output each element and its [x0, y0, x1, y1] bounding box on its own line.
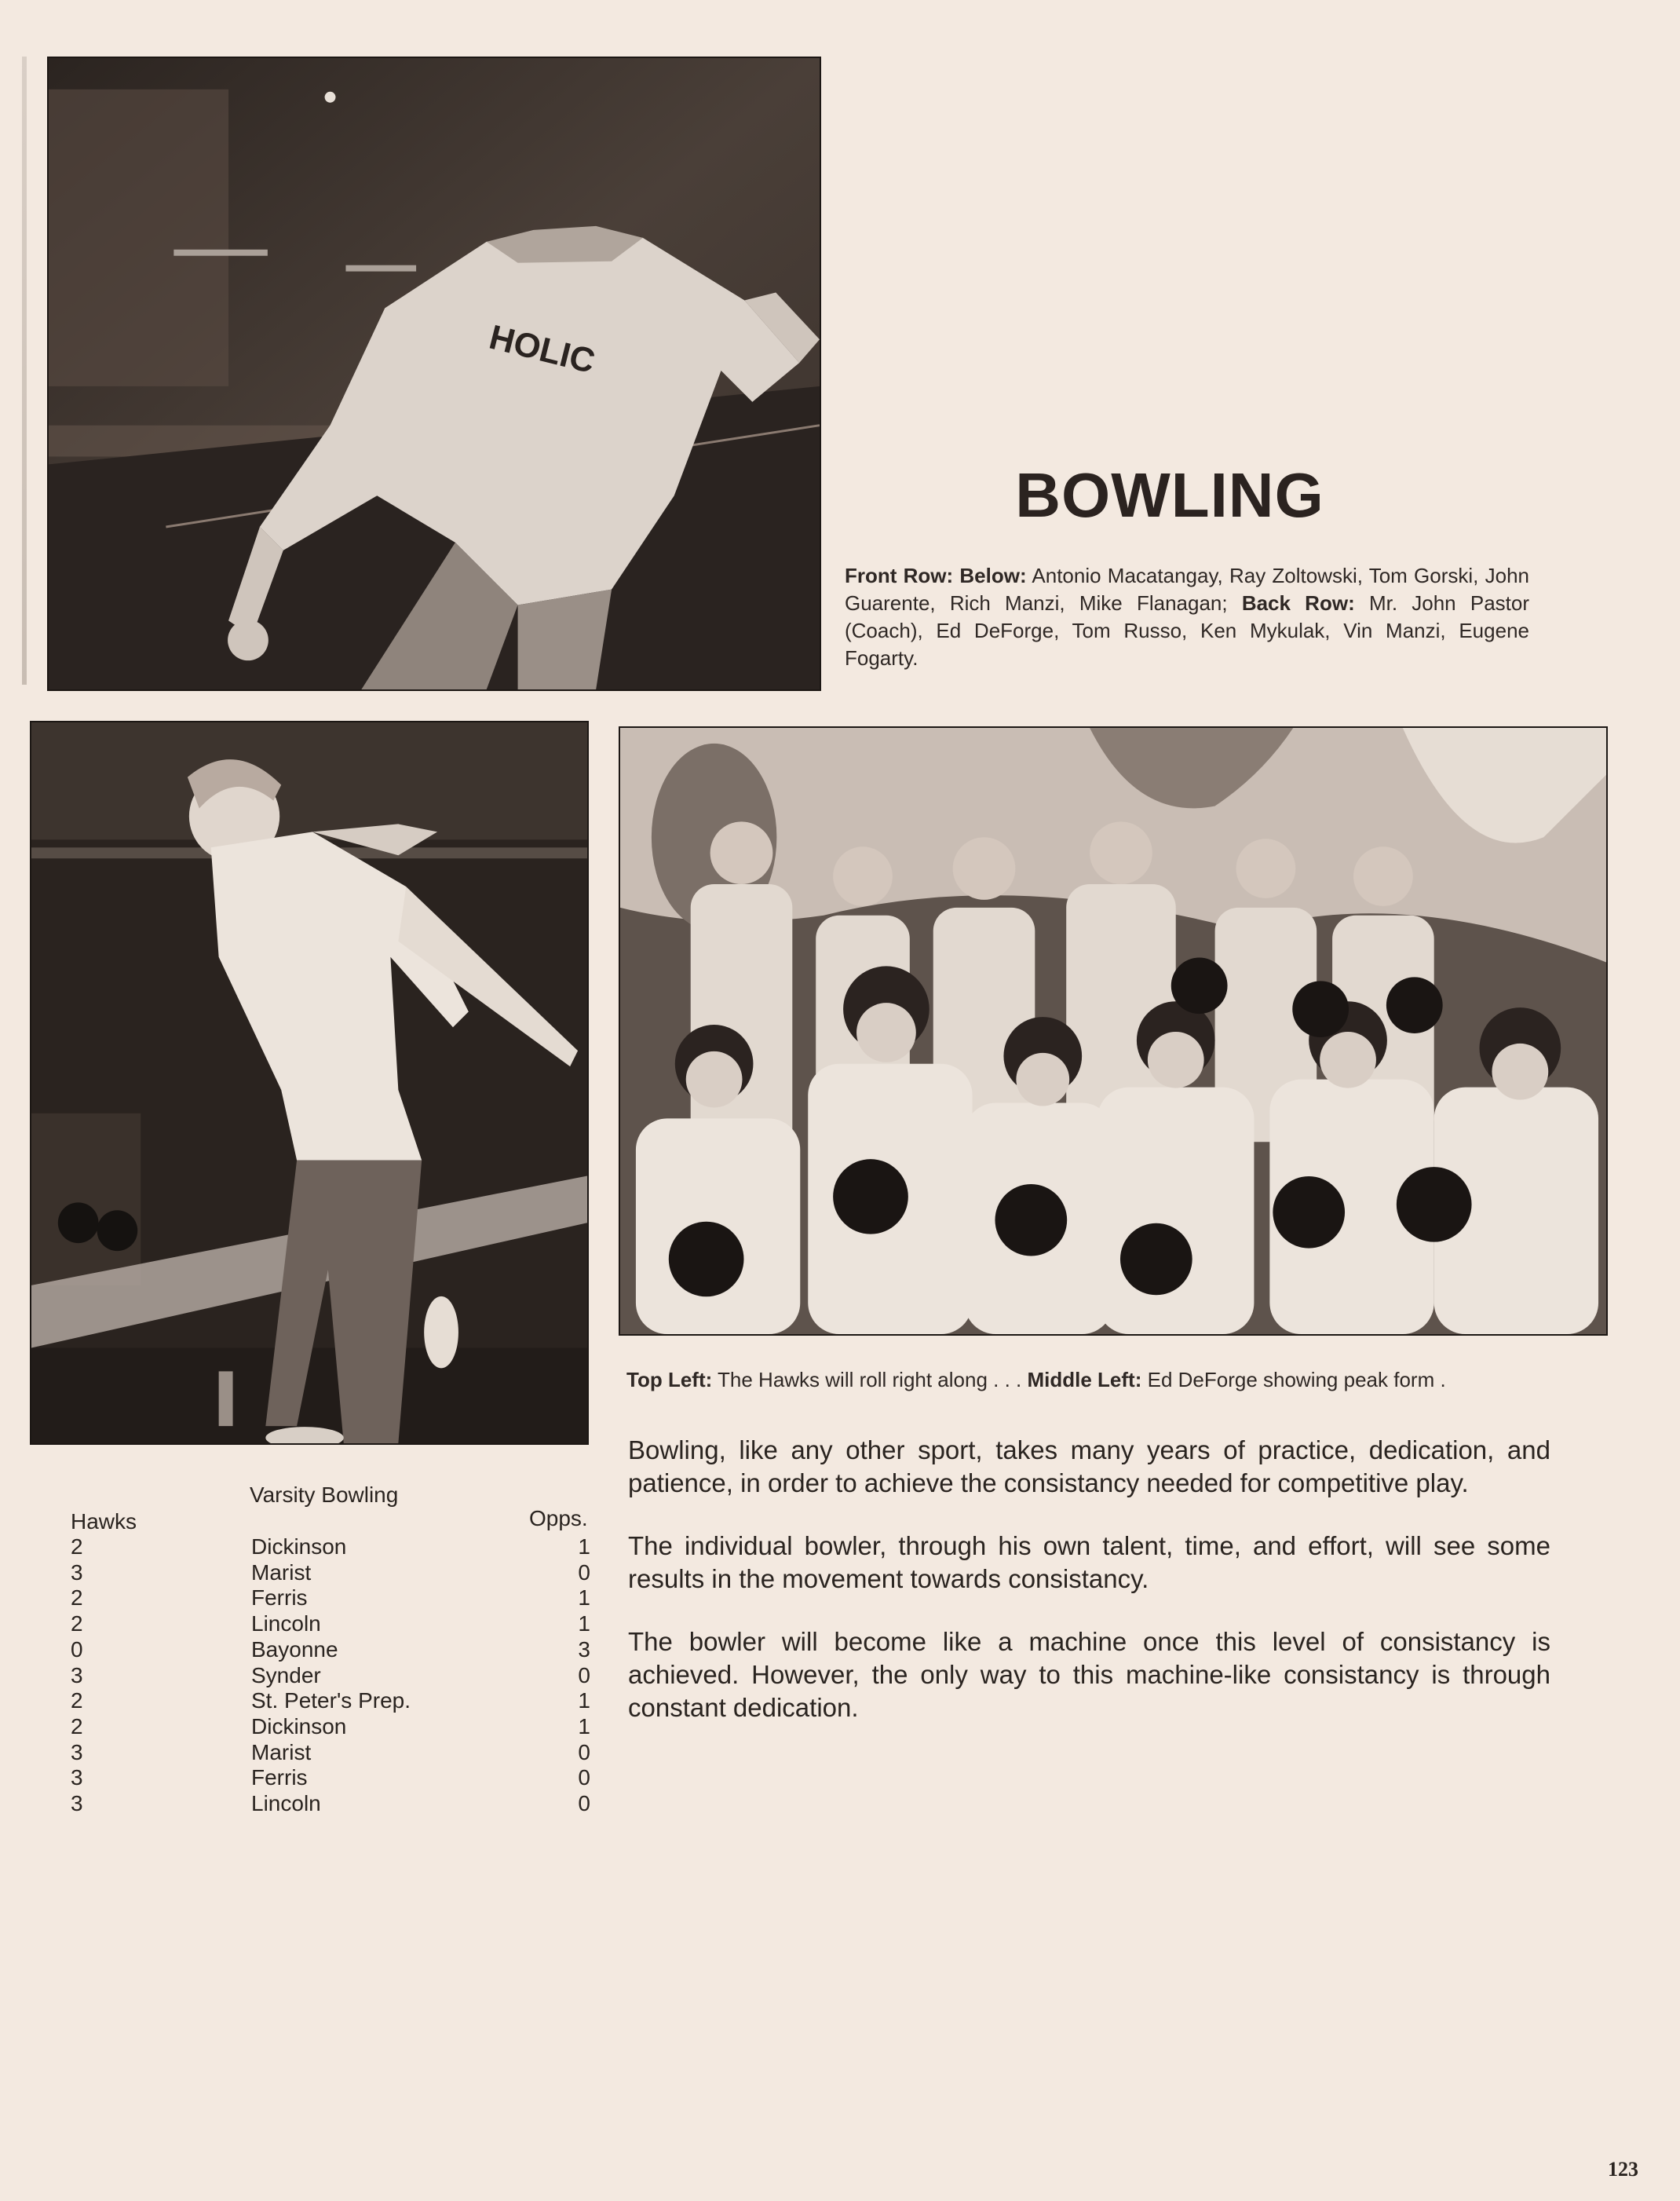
schedule-table: [71, 1534, 597, 1817]
hawks-score: 2: [71, 1611, 83, 1636]
opponent-school: Lincoln: [251, 1791, 321, 1816]
opponent-school: Dickinson: [251, 1713, 347, 1738]
top-left-label: Top Left:: [626, 1368, 713, 1391]
hawks-score: 2: [71, 1534, 83, 1559]
hawks-score: 3: [71, 1791, 83, 1816]
schedule-title: Varsity Bowling: [250, 1483, 399, 1507]
photo-ed-deforge: [30, 721, 589, 1445]
opponent-school: Dickinson: [251, 1534, 347, 1559]
opps-score: 1: [578, 1585, 590, 1611]
opponent-school: Marist: [251, 1739, 312, 1764]
photo-caption: [626, 1368, 1569, 1392]
schedule-row: [71, 1585, 597, 1611]
schedule-row: [71, 1714, 597, 1740]
top-left-text: The Hawks will roll right along . . .: [712, 1368, 1028, 1391]
hawks-score: 3: [71, 1662, 83, 1687]
opponent-school: Synder: [251, 1662, 321, 1687]
opps-score: 0: [578, 1559, 590, 1585]
opps-score: 1: [578, 1611, 590, 1636]
opponent-school: St. Peter's Prep.: [251, 1688, 411, 1713]
body-text: [628, 1434, 1550, 1754]
body-paragraph-3: The bowler will become like a machine once this level of consistancy is achieved. However, the only way to this machine-like consistancy is through constant dedication.: [628, 1627, 1550, 1722]
front-row-names: Antonio Macatangay, Ray Zoltowski, Tom Gorski, John Guarente, Rich Manzi, Mike Flanagan;: [845, 564, 1529, 615]
opps-score: 0: [578, 1739, 590, 1764]
middle-left-text: Ed DeForge showing peak form .: [1141, 1368, 1446, 1391]
opponent-school: Ferris: [251, 1765, 308, 1790]
hawks-score: 2: [71, 1585, 83, 1611]
photo-bowler-releasing: [47, 57, 821, 691]
schedule-row: [71, 1765, 597, 1791]
opponent-school: Ferris: [251, 1585, 308, 1611]
roster-caption: [845, 562, 1529, 672]
schedule-row: [71, 1663, 597, 1689]
opps-score: 0: [578, 1662, 590, 1687]
back-row-names: Mr. John Pastor (Coach), Ed DeForge, Tom Russo, Ken Mykulak, Vin Manzi, Eugene Fogarty.: [845, 591, 1529, 670]
opps-score: 3: [578, 1636, 590, 1662]
hawks-column-header: Hawks: [71, 1509, 137, 1534]
opps-score: 0: [578, 1765, 590, 1790]
hawks-score: 3: [71, 1739, 83, 1764]
opponent-school: Bayonne: [251, 1636, 338, 1662]
schedule-row: [71, 1560, 597, 1586]
hawks-score: 3: [71, 1765, 83, 1790]
opps-score: 1: [578, 1713, 590, 1738]
opps-score: 0: [578, 1791, 590, 1816]
schedule-row: [71, 1534, 597, 1560]
opps-column-header: Opps.: [529, 1506, 588, 1530]
opps-score: 1: [578, 1688, 590, 1713]
back-row-label: Back Row:: [1227, 591, 1355, 615]
schedule-row: [71, 1637, 597, 1663]
schedule-row: [71, 1740, 597, 1766]
schedule-row: [71, 1791, 597, 1817]
schedule-row: [71, 1688, 597, 1714]
opponent-school: Marist: [251, 1559, 312, 1585]
hawks-score: 0: [71, 1636, 83, 1662]
page-number: 123: [1608, 2158, 1638, 2181]
photo-team: [619, 726, 1608, 1336]
page-title: BOWLING: [1015, 460, 1324, 530]
shirt-lettering: HOLIC: [485, 317, 599, 382]
schedule-row: [71, 1611, 597, 1637]
opps-score: 1: [578, 1534, 590, 1559]
middle-left-label: Middle Left:: [1027, 1368, 1142, 1391]
body-paragraph-2: The individual bowler, through his own talent, time, and effort, will see some results in the movement towards consistancy.: [628, 1531, 1550, 1593]
hawks-score: 3: [71, 1559, 83, 1585]
opponent-school: Lincoln: [251, 1611, 321, 1636]
paper-edge: [22, 57, 27, 685]
body-paragraph-1: Bowling, like any other sport, takes many years of practice, dedication, and patience, in order to achieve the consistancy needed for competitive play.: [628, 1435, 1550, 1497]
front-row-label: Front Row: Below:: [845, 564, 1027, 587]
hawks-score: 2: [71, 1688, 83, 1713]
hawks-score: 2: [71, 1713, 83, 1738]
